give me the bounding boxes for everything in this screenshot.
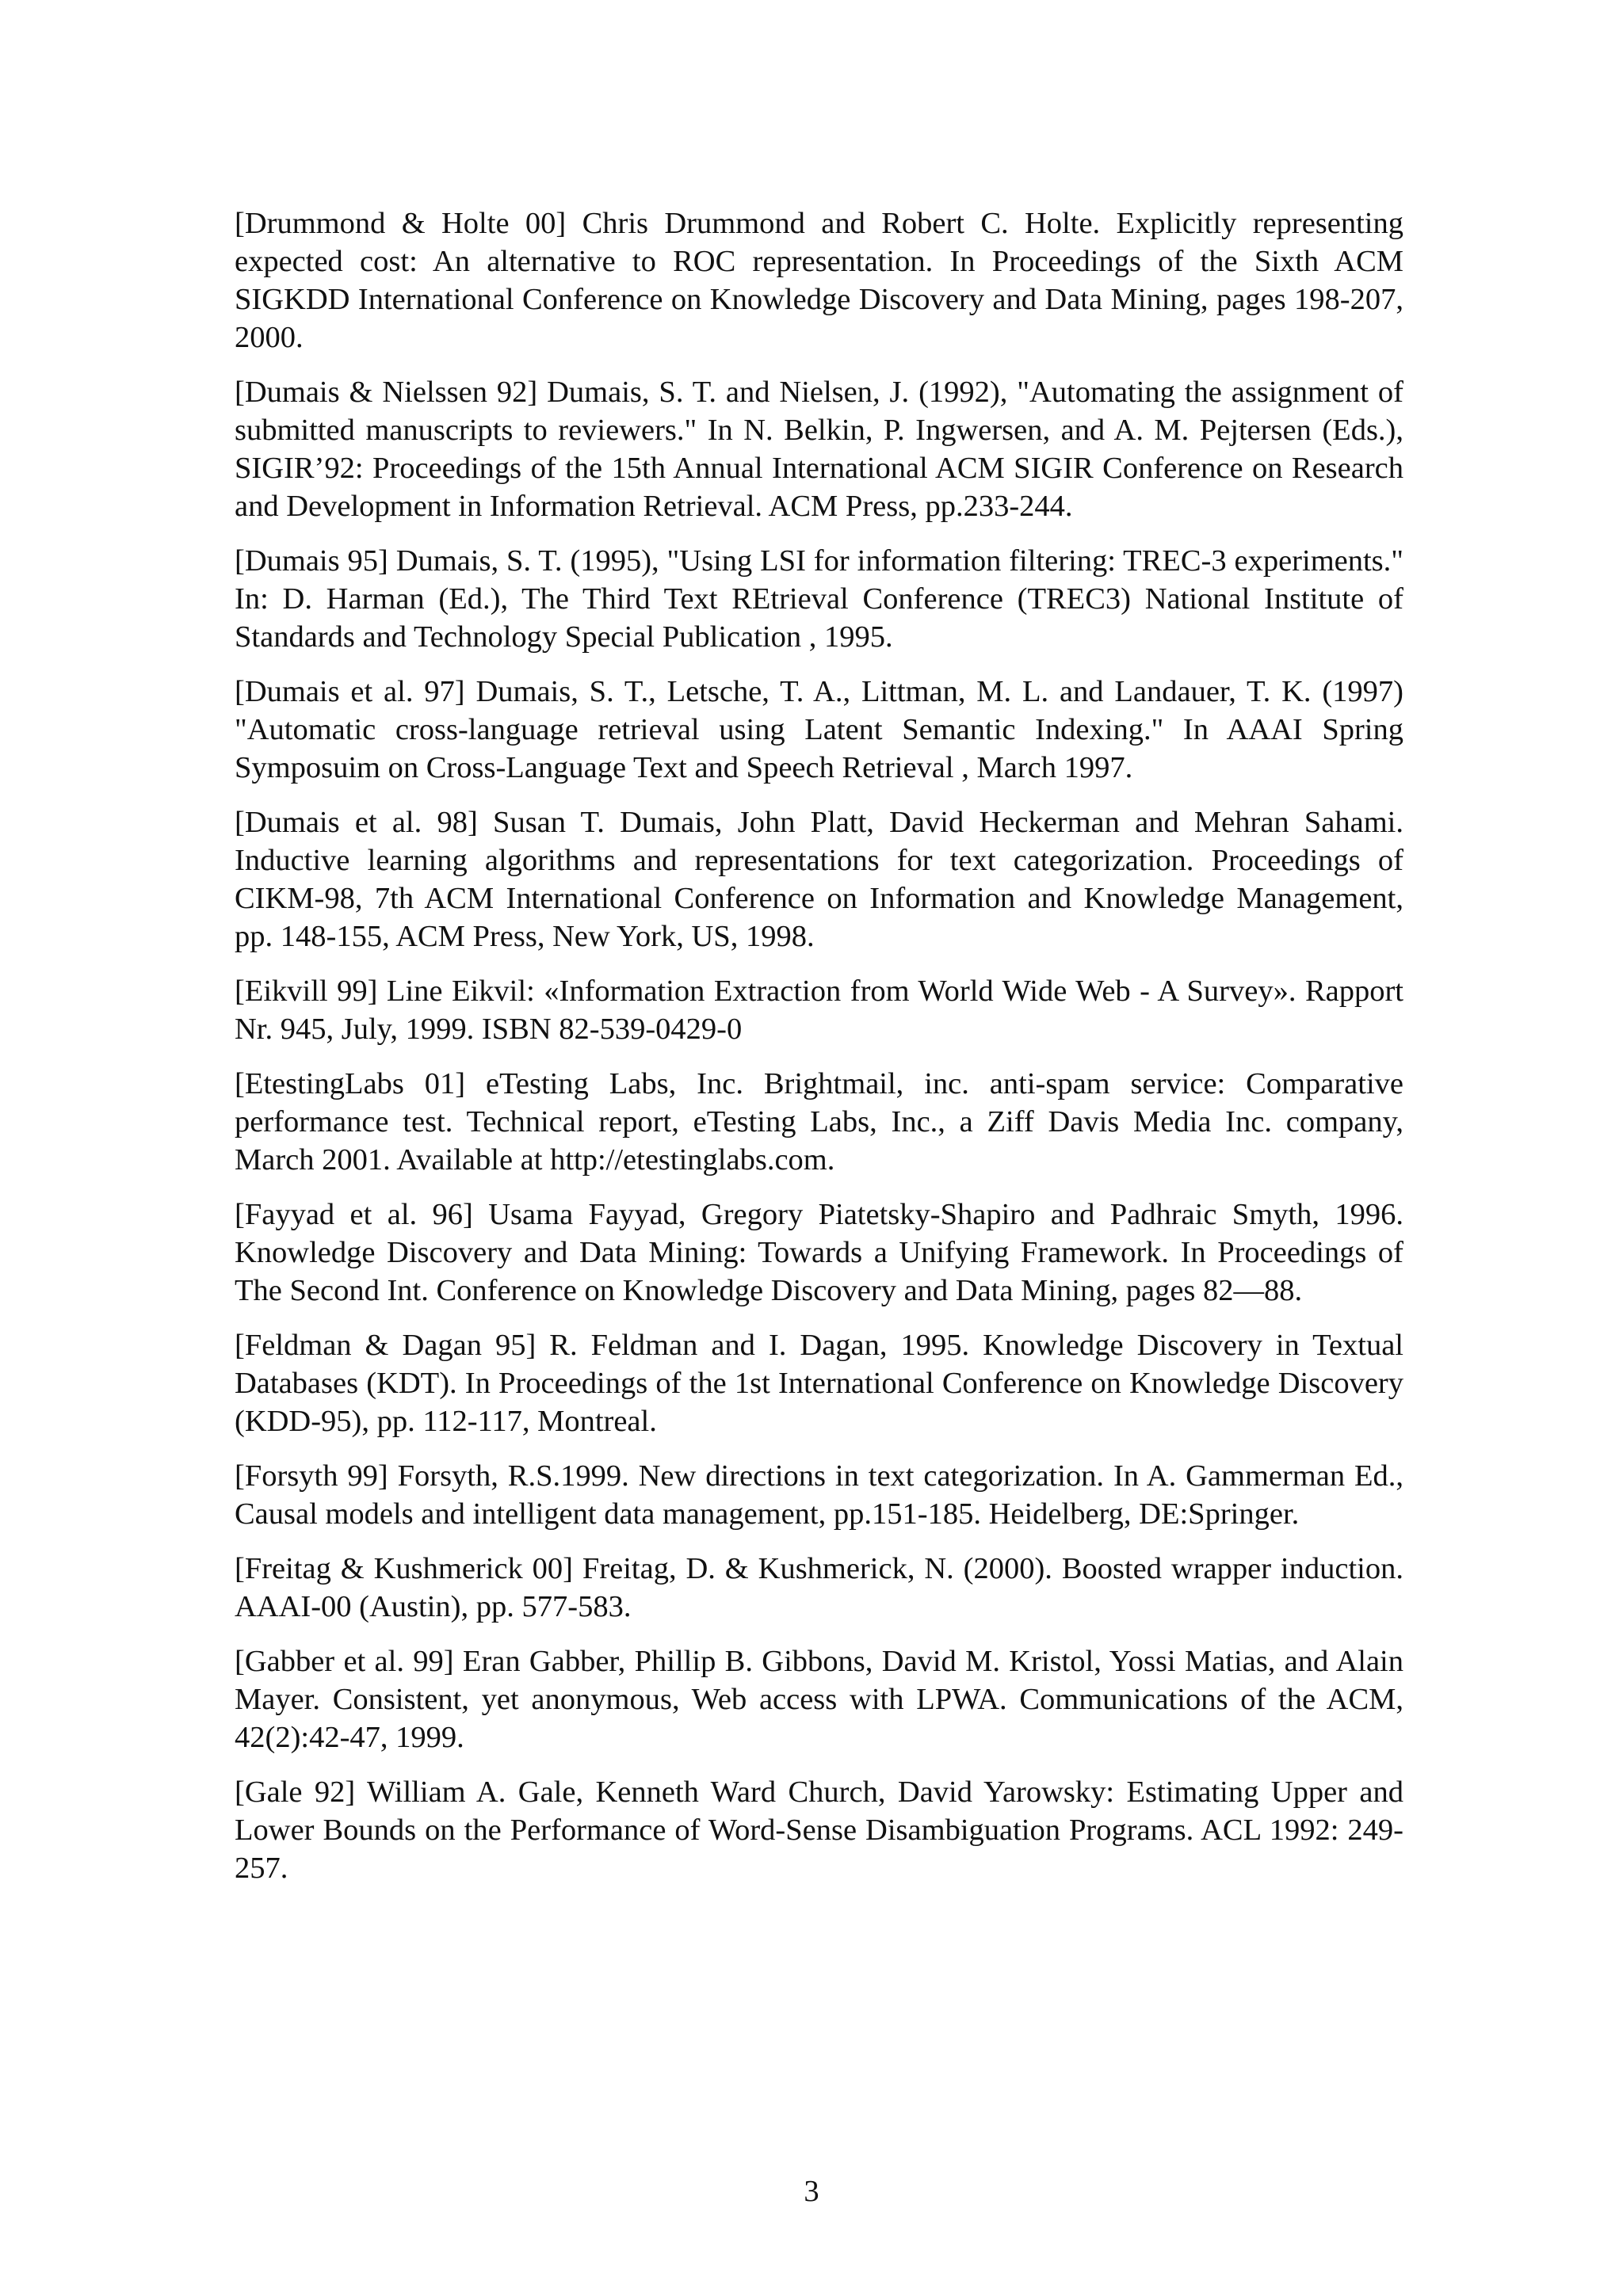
- reference-entry: [Drummond & Holte 00] Chris Drummond and Robert C. Holte. Explicitly representing expected cost: An alternative to ROC representation. In Proceedings of the Sixth ACM SIGKDD International Conference on Knowledge Discovery and Data Mining, pages 198-207, 2000.: [235, 207, 1403, 354]
- reference-entry: [Dumais & Nielssen 92] Dumais, S. T. and Nielsen, J. (1992), "Automating the assignment of submitted manuscripts to reviewers." In N. Belkin, P. Ingwersen, and A. M. Pejtersen (Eds.), SIGIR’92: Proceedings of the 15th Annual International ACM SIGIR Conference on Research and Development in Information Retrieval. ACM Press, pp.233-244.: [235, 376, 1403, 523]
- page-number: 3: [804, 2175, 819, 2208]
- reference-entry: [Fayyad et al. 96] Usama Fayyad, Gregory Piatetsky-Shapiro and Padhraic Smyth, 1996. Knowledge Discovery and Data Mining: Towards a Unifying Framework. In Proceedings of The Second Int. Conference on Knowledge Discovery and Data Mining, pages 82—88.: [235, 1198, 1403, 1307]
- reference-entry: [EtestingLabs 01] eTesting Labs, Inc. Brightmail, inc. anti-spam service: Comparative performance test. Technical report, eTesting Labs, Inc., a Ziff Davis Media Inc. company, March 2001. Available at http://etestinglabs.com.: [235, 1067, 1403, 1177]
- reference-entry: [Gale 92] William A. Gale, Kenneth Ward Church, David Yarowsky: Estimating Upper and Lower Bounds on the Performance of Word-Sense Disambiguation Programs. ACL 1992: 249-257.: [235, 1775, 1403, 1885]
- reference-entry: [Dumais et al. 97] Dumais, S. T., Letsche, T. A., Littman, M. L. and Landauer, T. K. (1997) "Automatic cross-language retrieval using Latent Semantic Indexing." In AAAI Spring Symposuim on Cross-Language Text and Speech Retrieval , March 1997.: [235, 675, 1403, 784]
- reference-list: [235, 204, 1403, 1904]
- reference-entry: [Dumais et al. 98] Susan T. Dumais, John Platt, David Heckerman and Mehran Sahami. Inductive learning algorithms and representations for text categorization. Proceedings of CIKM-98, 7th ACM International Conference on Information and Knowledge Management, pp. 148-155, ACM Press, New York, US, 1998.: [235, 806, 1403, 953]
- reference-entry: [Feldman & Dagan 95] R. Feldman and I. Dagan, 1995. Knowledge Discovery in Textual Databases (KDT). In Proceedings of the 1st International Conference on Knowledge Discovery (KDD-95), pp. 112-117, Montreal.: [235, 1329, 1403, 1438]
- reference-entry: [Freitag & Kushmerick 00] Freitag, D. & Kushmerick, N. (2000). Boosted wrapper induction. AAAI-00 (Austin), pp. 577-583.: [235, 1552, 1403, 1623]
- reference-entry: [Forsyth 99] Forsyth, R.S.1999. New directions in text categorization. In A. Gammerman Ed., Causal models and intelligent data management, pp.151-185. Heidelberg, DE:Springer.: [235, 1459, 1403, 1531]
- reference-entry: [Dumais 95] Dumais, S. T. (1995), "Using LSI for information filtering: TREC-3 experiments." In: D. Harman (Ed.), The Third Text REtrieval Conference (TREC3) National Institute of Standards and Technology Special Publication , 1995.: [235, 544, 1403, 654]
- reference-entry: [Gabber et al. 99] Eran Gabber, Phillip B. Gibbons, David M. Kristol, Yossi Matias, and Alain Mayer. Consistent, yet anonymous, Web access with LPWA. Communications of the ACM, 42(2):42-47, 1999.: [235, 1645, 1403, 1754]
- reference-entry: [Eikvill 99] Line Eikvil: «Information Extraction from World Wide Web - A Survey». Rapport Nr. 945, July, 1999. ISBN 82-539-0429-0: [235, 974, 1403, 1046]
